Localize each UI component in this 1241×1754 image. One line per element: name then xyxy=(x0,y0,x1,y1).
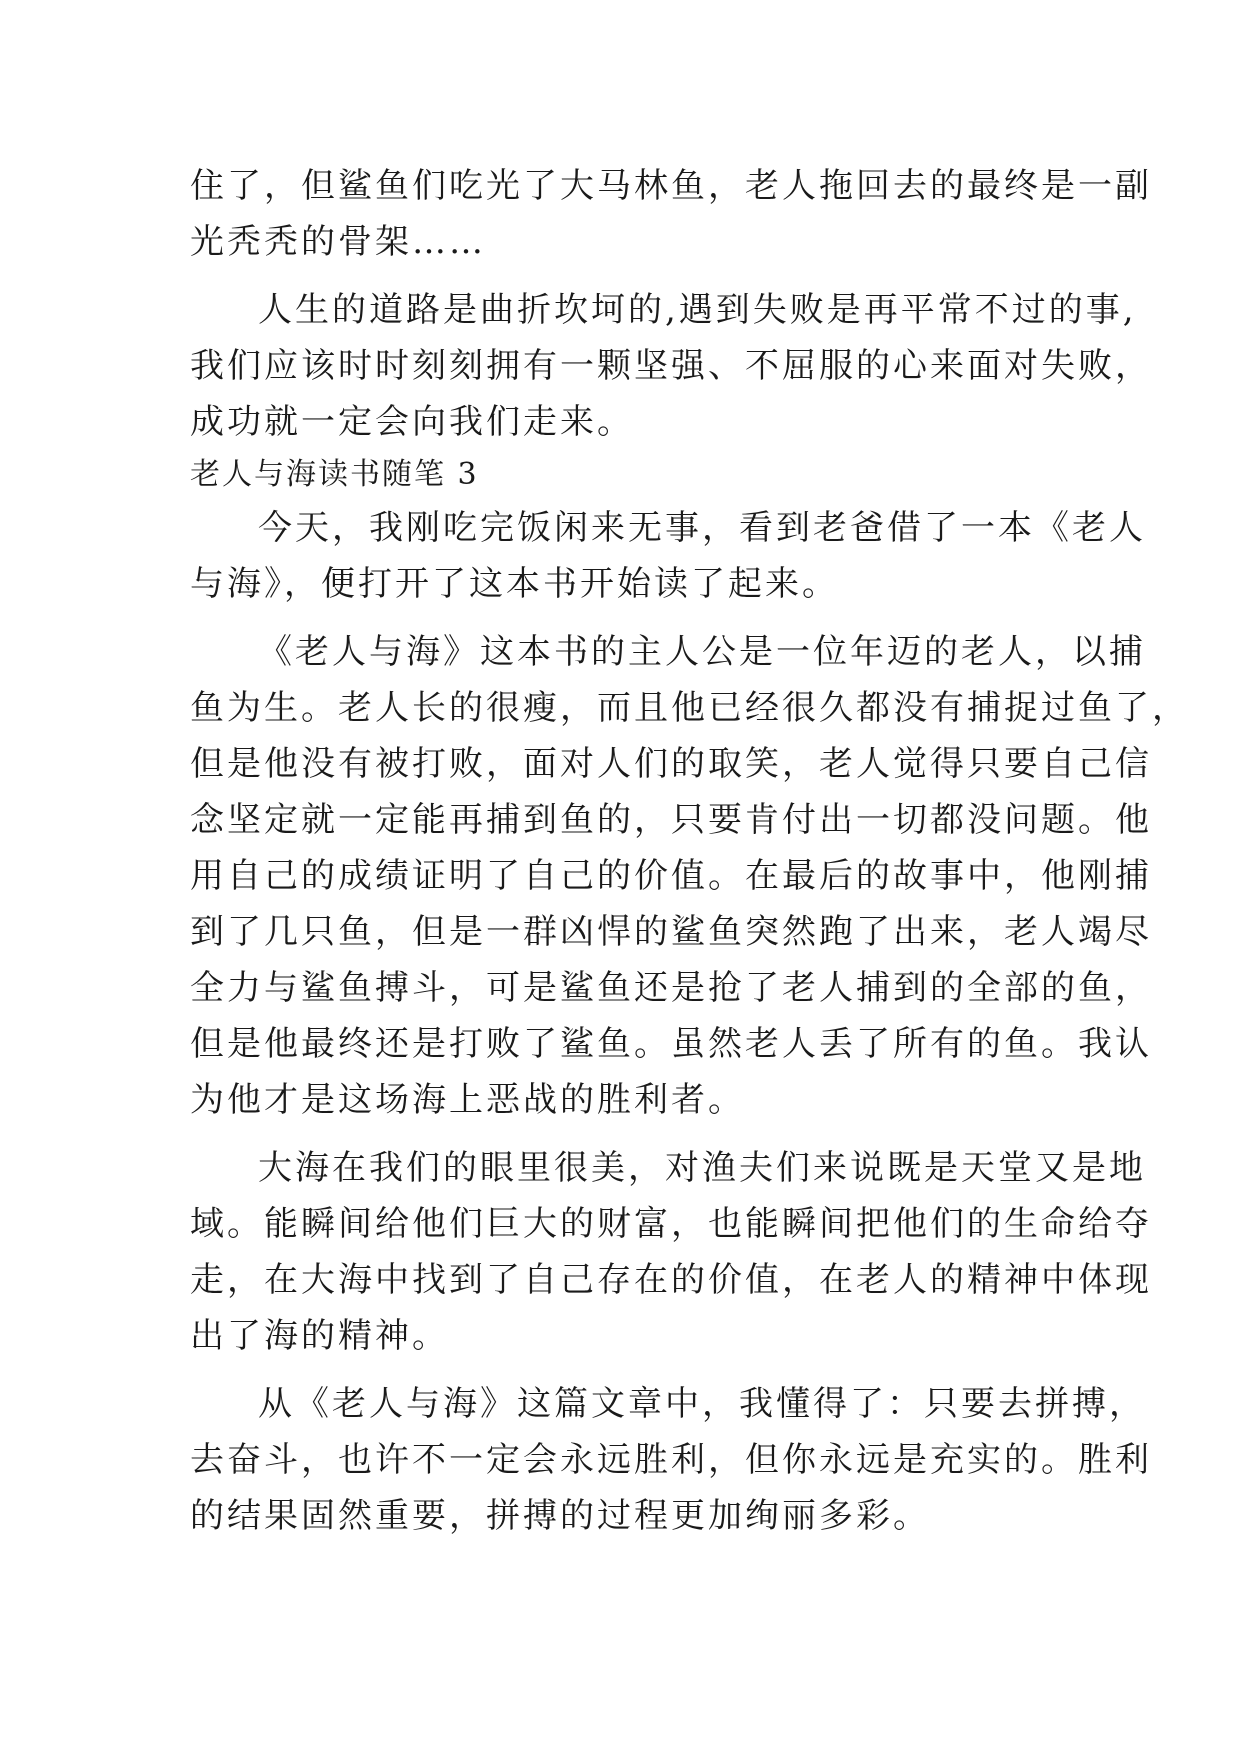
document-body xyxy=(190,158,1189,1544)
text-line: 出了海的精神。 xyxy=(190,1316,449,1356)
text-line: 《老人与海》这本书的主人公是一位年迈的老人，以捕 xyxy=(258,632,1146,672)
paragraph xyxy=(190,500,1146,612)
paragraph xyxy=(190,282,1152,450)
text-line: 我们应该时时刻刻拥有一颗坚强、不屈服的心来面对失败， xyxy=(190,346,1152,386)
text-line: 域。能瞬间给他们巨大的财富，也能瞬间把他们的生命给夺 xyxy=(190,1204,1152,1244)
text-line: 但是他最终还是打败了鲨鱼。虽然老人丢了所有的鱼。我认 xyxy=(190,1024,1152,1064)
paragraph xyxy=(190,158,1152,270)
text-line: 成功就一定会向我们走来。 xyxy=(190,402,634,442)
paragraph xyxy=(190,1140,1152,1364)
text-line: 的结果固然重要，拼搏的过程更加绚丽多彩。 xyxy=(190,1496,930,1536)
text-line: 念坚定就一定能再捕到鱼的，只要肯付出一切都没问题。他 xyxy=(190,800,1152,840)
text-line: 但是他没有被打败，面对人们的取笑，老人觉得只要自己信 xyxy=(190,744,1152,784)
text-line: 到了几只鱼，但是一群凶悍的鲨鱼突然跑了出来，老人竭尽 xyxy=(190,912,1152,952)
text-line: 光秃秃的骨架…… xyxy=(190,222,486,262)
text-line: 为他才是这场海上恶战的胜利者。 xyxy=(190,1080,745,1120)
section-title: 老人与海读书随笔 3 xyxy=(190,457,479,492)
text-line: 与海》，便打开了这本书开始读了起来。 xyxy=(190,564,839,604)
text-line: 今天，我刚吃完饭闲来无事，看到老爸借了一本《老人 xyxy=(258,508,1146,548)
text-line: 鱼为生。老人长的很瘦，而且他已经很久都没有捕捉过鱼了， xyxy=(190,688,1189,728)
text-line: 走，在大海中找到了自己存在的价值，在老人的精神中体现 xyxy=(190,1260,1152,1300)
text-line: 从《老人与海》这篇文章中，我懂得了：只要去拼搏， xyxy=(258,1384,1146,1424)
text-line: 去奋斗，也许不一定会永远胜利，但你永远是充实的。胜利 xyxy=(190,1440,1152,1480)
text-line: 住了，但鲨鱼们吃光了大马林鱼，老人拖回去的最终是一副 xyxy=(190,166,1152,206)
text-line: 大海在我们的眼里很美，对渔夫们来说既是天堂又是地 xyxy=(258,1148,1146,1188)
paragraph xyxy=(190,1376,1152,1544)
text-line: 人生的道路是曲折坎坷的,遇到失败是再平常不过的事, xyxy=(258,290,1137,330)
paragraph xyxy=(190,624,1189,1128)
text-line: 用自己的成绩证明了自己的价值。在最后的故事中，他刚捕 xyxy=(190,856,1152,896)
text-line: 全力与鲨鱼搏斗，可是鲨鱼还是抢了老人捕到的全部的鱼， xyxy=(190,968,1152,1008)
